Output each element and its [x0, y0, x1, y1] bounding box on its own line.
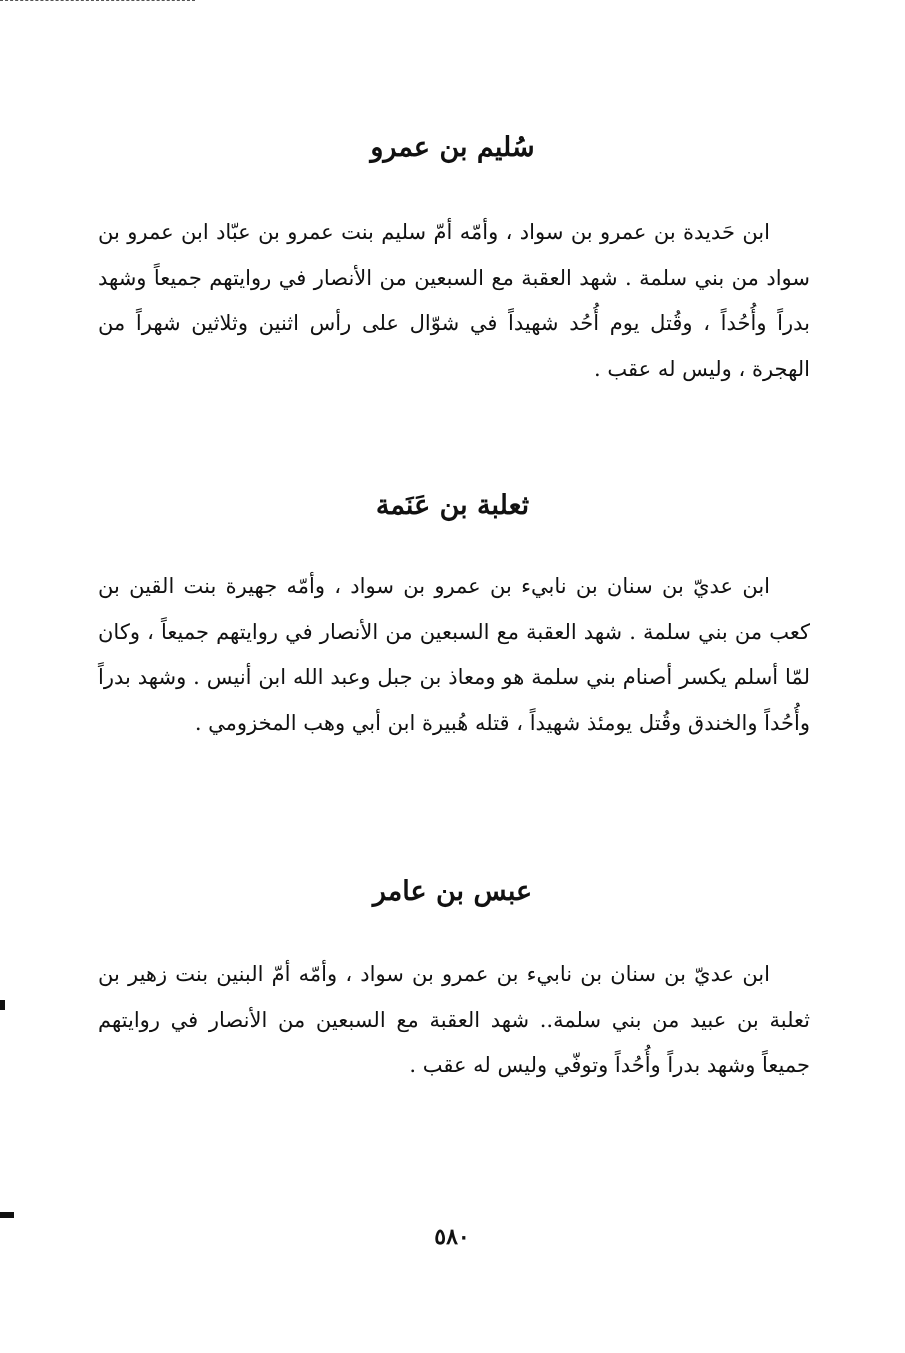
entry-text-3: ابن عديّ بن سنان بن نابيء بن عمرو بن سواد ، وأمّه أمّ البنين بنت زهير بن ثعلبة بن عبيد من بني سلمة.. شهد العقبة مع السبعين من الأنصار في روايتهم جميعاً وشهد بدراً وأُحُداً وتوفّي وليس له عقب .	[98, 962, 810, 1077]
left-edge-mark-bar	[0, 1212, 14, 1218]
entry-body-2	[98, 564, 810, 746]
entry-title-3: عبس بن عامر	[372, 876, 533, 907]
entry-body-1	[98, 210, 810, 392]
page-number: ٥٨٠	[434, 1224, 470, 1250]
entry-body-3	[98, 952, 810, 1089]
entry-title-1: سُليم بن عمرو	[370, 132, 535, 163]
entry-title-2: ثعلبة بن عَنَمة	[375, 490, 530, 521]
entry-text-2: ابن عديّ بن سنان بن نابيء بن عمرو بن سواد ، وأمّه جهيرة بنت القين بن كعب من بني سلمة . شهد العقبة مع السبعين من الأنصار في روايتهم جميعاً ، وكان لمّا أسلم يكسر أصنام بني سلمة هو ومعاذ بن جبل وعبد الله ابن أنيس . وشهد بدراً وأُحُداً والخندق وقُتل يومئذ شهيداً ، قتله هُبيرة ابن أبي وهب المخزومي .	[98, 574, 810, 735]
entry-text-1: ابن حَديدة بن عمرو بن سواد ، وأمّه أمّ سليم بنت عمرو بن عبّاد ابن عمرو بن سواد من بني سلمة . شهد العقبة مع السبعين من الأنصار في روايتهم جميعاً وشهد بدراً وأُحُداً ، وقُتل يوم أُحُد شهيداً في شوّال على رأس اثنين وثلاثين شهراً من الهجرة ، وليس له عقب .	[98, 220, 810, 381]
left-edge-mark-dot	[0, 1000, 5, 1010]
